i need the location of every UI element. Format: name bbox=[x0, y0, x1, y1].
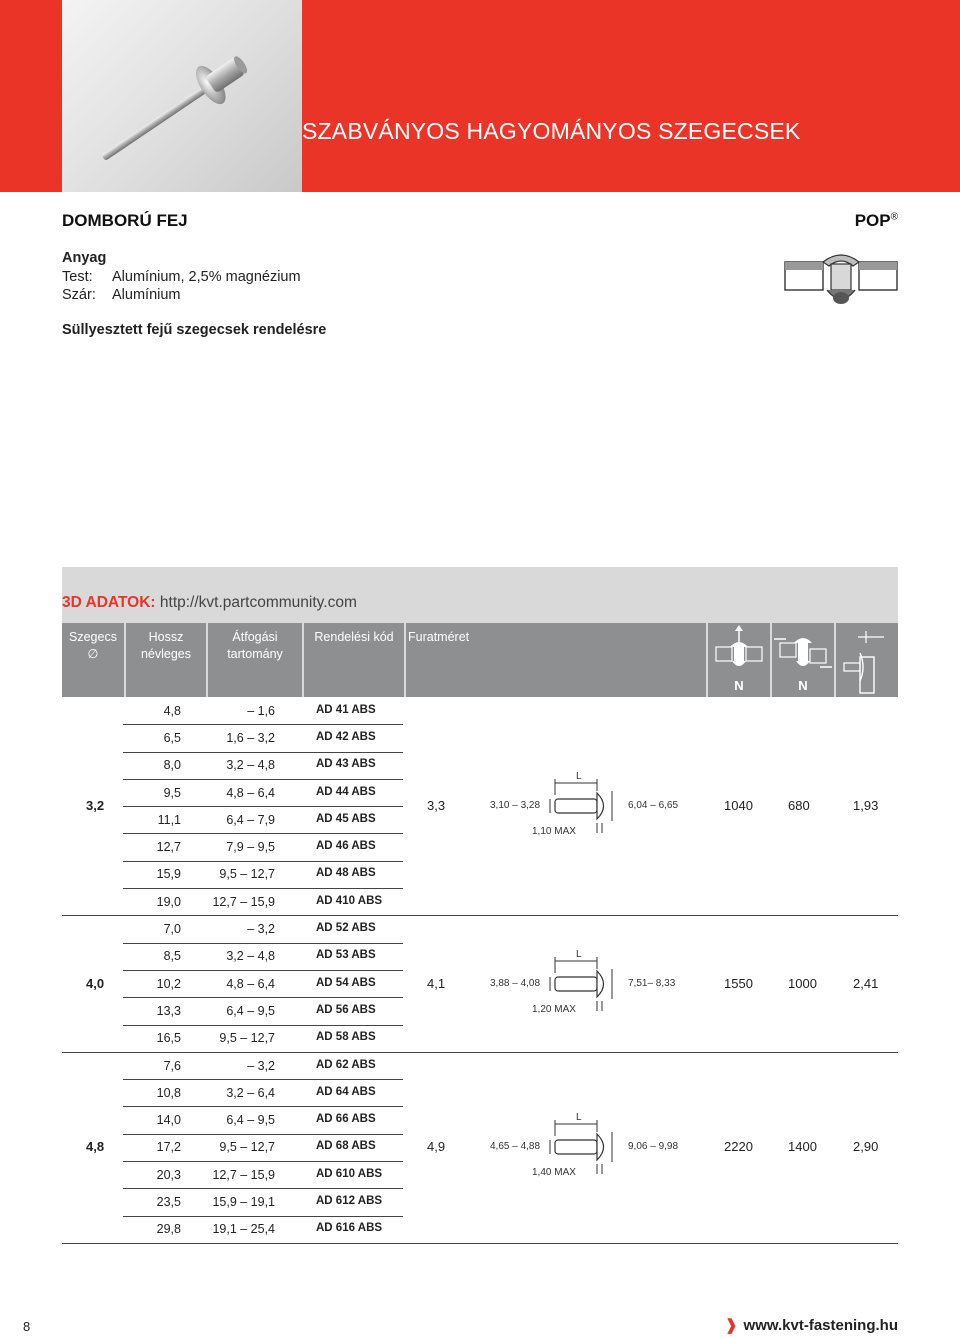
order-code-cell: AD 68 ABS bbox=[316, 1140, 376, 1153]
table-row bbox=[123, 1025, 403, 1053]
dim-head-label: 9,06 – 9,98 bbox=[628, 1141, 679, 1153]
table-row bbox=[123, 888, 403, 916]
order-code-cell: AD 48 ABS bbox=[316, 867, 376, 880]
shear-icon-cell bbox=[772, 623, 834, 697]
table-row bbox=[123, 697, 403, 725]
tensile-n: N bbox=[734, 678, 744, 693]
length-cell: 20,3 bbox=[156, 1167, 181, 1182]
dim-head-label: 7,51– 8,33 bbox=[628, 977, 676, 989]
table-row bbox=[123, 1107, 403, 1135]
grip-cell: 3,2 – 4,8 bbox=[226, 949, 275, 964]
grip-cell: 7,9 – 9,5 bbox=[226, 840, 275, 855]
table-row bbox=[123, 1134, 403, 1162]
header-diameter: Szegecs ∅ bbox=[62, 623, 124, 697]
length-cell: 8,0 bbox=[163, 758, 181, 773]
dim-head-height-label: 1,40 MAX bbox=[532, 1167, 576, 1179]
length-cell: 23,5 bbox=[156, 1195, 181, 1210]
table-row bbox=[123, 1052, 403, 1080]
length-cell: 8,5 bbox=[163, 949, 181, 964]
table-row bbox=[123, 915, 403, 943]
page-title: SZABVÁNYOS HAGYOMÁNYOS SZEGECSEK bbox=[302, 118, 801, 144]
order-code-cell: AD 42 ABS bbox=[316, 730, 376, 743]
tensile-cell: 1040 bbox=[724, 798, 753, 814]
length-cell: 17,2 bbox=[156, 1140, 181, 1155]
order-code-cell: AD 410 ABS bbox=[316, 894, 383, 907]
grip-cell: 9,5 – 12,7 bbox=[219, 1140, 275, 1155]
order-code-cell: AD 62 ABS bbox=[316, 1058, 376, 1071]
data-3d-link[interactable]: 3D ADATOK: http://kvt.partcommunity.com bbox=[62, 594, 357, 611]
length-cell: 10,2 bbox=[156, 976, 181, 991]
grip-cell: 4,8 – 6,4 bbox=[226, 785, 275, 800]
grip-cell: 1,6 – 3,2 bbox=[226, 730, 275, 745]
length-cell: 11,1 bbox=[157, 812, 181, 827]
length-cell: 12,7 bbox=[156, 840, 181, 855]
shear-cell: 1000 bbox=[788, 975, 817, 991]
grip-cell: 9,5 – 12,7 bbox=[219, 1031, 275, 1046]
table-row bbox=[123, 997, 403, 1025]
order-code-cell: AD 52 ABS bbox=[316, 922, 376, 935]
weight-icon-cell bbox=[836, 623, 898, 697]
table-row bbox=[123, 1216, 403, 1244]
length-cell: 9,5 bbox=[163, 785, 181, 800]
order-code-cell: AD 56 ABS bbox=[316, 1003, 376, 1016]
grip-cell: 6,4 – 9,5 bbox=[226, 1113, 275, 1128]
order-code-cell: AD 44 ABS bbox=[316, 785, 376, 798]
grip-cell: 6,4 – 9,5 bbox=[226, 1003, 275, 1018]
dim-length-label: L bbox=[576, 771, 582, 783]
page-number: 8 bbox=[23, 1319, 31, 1334]
header-length: Hossz névleges bbox=[126, 623, 206, 697]
length-cell: 16,5 bbox=[156, 1031, 181, 1046]
header-order-code: Rendelési kód bbox=[304, 623, 404, 697]
length-cell: 15,9 bbox=[156, 867, 181, 882]
section-title: DOMBORÚ FEJ bbox=[62, 211, 188, 230]
tensile-strength-icon bbox=[708, 623, 770, 677]
weight-cell: 2,41 bbox=[853, 975, 879, 991]
grip-cell: 12,7 – 15,9 bbox=[212, 894, 275, 909]
dim-length-label: L bbox=[576, 1112, 582, 1124]
rivet-photo bbox=[62, 0, 302, 192]
dim-head-height-label: 1,10 MAX bbox=[532, 826, 576, 838]
tensile-cell: 2220 bbox=[724, 1139, 753, 1155]
grip-cell: 19,1 – 25,4 bbox=[212, 1222, 275, 1237]
length-cell: 13,3 bbox=[156, 1003, 181, 1018]
tensile-cell: 1550 bbox=[724, 975, 753, 991]
length-cell: 4,8 bbox=[163, 703, 181, 718]
order-code-cell: AD 41 ABS bbox=[316, 703, 376, 716]
diameter-cell: 4,8 bbox=[86, 1139, 105, 1155]
rivet-cross-section-icon bbox=[783, 246, 899, 325]
material-body: Test: Alumínium, 2,5% magnézium bbox=[62, 269, 301, 285]
table-row bbox=[123, 1188, 403, 1216]
dim-head-height-label: 1,20 MAX bbox=[532, 1003, 576, 1015]
order-code-cell: AD 45 ABS bbox=[316, 812, 376, 825]
length-cell: 7,6 bbox=[163, 1058, 181, 1073]
order-code-cell: AD 612 ABS bbox=[316, 1195, 383, 1208]
grip-cell: 3,2 – 4,8 bbox=[226, 758, 275, 773]
length-cell: 29,8 bbox=[156, 1222, 181, 1237]
table-row bbox=[123, 970, 403, 998]
weight-cell: 1,93 bbox=[853, 798, 879, 814]
length-cell: 14,0 bbox=[156, 1113, 181, 1128]
order-code-cell: AD 616 ABS bbox=[316, 1222, 383, 1235]
table-row bbox=[123, 752, 403, 780]
header-hole-size: Furatméret bbox=[406, 623, 706, 697]
hole-size-cell: 4,9 bbox=[427, 1139, 446, 1155]
table-row bbox=[123, 779, 403, 807]
table-row bbox=[123, 861, 403, 889]
table-row bbox=[123, 1079, 403, 1107]
length-cell: 6,5 bbox=[163, 730, 181, 745]
shear-cell: 1400 bbox=[788, 1139, 817, 1155]
grip-cell: – 1,6 bbox=[247, 703, 275, 718]
grip-cell: 15,9 – 19,1 bbox=[212, 1195, 275, 1210]
dim-shank-label: 3,88 – 4,08 bbox=[490, 977, 541, 989]
dim-shank-label: 3,10 – 3,28 bbox=[490, 800, 541, 812]
order-code-cell: AD 66 ABS bbox=[316, 1113, 376, 1126]
length-cell: 10,8 bbox=[156, 1085, 181, 1100]
grip-cell: 3,2 – 6,4 bbox=[226, 1085, 275, 1100]
header-grip: Átfogási tartomány bbox=[208, 623, 302, 697]
table-row bbox=[123, 943, 403, 971]
dim-length-label: L bbox=[576, 948, 582, 960]
grip-cell: 9,5 – 12,7 bbox=[219, 867, 275, 882]
brand-label: POP® bbox=[854, 211, 898, 230]
table-row bbox=[123, 1161, 403, 1189]
order-code-cell: AD 53 ABS bbox=[316, 949, 376, 962]
rivet-side-icon bbox=[836, 623, 898, 697]
grip-cell: 12,7 – 15,9 bbox=[212, 1167, 275, 1182]
order-code-cell: AD 54 ABS bbox=[316, 976, 376, 989]
dim-shank-label: 4,65 – 4,88 bbox=[490, 1141, 541, 1153]
hole-size-cell: 4,1 bbox=[427, 975, 446, 991]
website-link[interactable]: ❱ www.kvt-fastening.hu bbox=[724, 1317, 898, 1334]
shear-n: N bbox=[798, 678, 808, 693]
group-separator bbox=[62, 1243, 898, 1244]
order-code-cell: AD 43 ABS bbox=[316, 758, 376, 771]
material-label: Anyag bbox=[62, 250, 107, 266]
order-code-cell: AD 58 ABS bbox=[316, 1031, 376, 1044]
grip-cell: 4,8 – 6,4 bbox=[226, 976, 275, 991]
table-row bbox=[123, 724, 403, 752]
registered-mark: ® bbox=[890, 211, 898, 223]
order-code-cell: AD 46 ABS bbox=[316, 840, 376, 853]
grip-cell: – 3,2 bbox=[247, 922, 275, 937]
material-mandrel: Szár: Alumínium bbox=[62, 287, 181, 303]
table-row bbox=[123, 834, 403, 862]
chevron-right-icon: ❱ bbox=[724, 1317, 738, 1334]
length-cell: 19,0 bbox=[156, 894, 181, 909]
tensile-icon-cell bbox=[708, 623, 770, 697]
shear-strength-icon bbox=[772, 623, 834, 677]
grip-cell: 6,4 – 7,9 bbox=[226, 812, 275, 827]
grip-cell: – 3,2 bbox=[247, 1058, 275, 1073]
table-row bbox=[123, 806, 403, 834]
shear-cell: 680 bbox=[788, 798, 810, 814]
dim-head-label: 6,04 – 6,65 bbox=[628, 800, 679, 812]
order-code-cell: AD 64 ABS bbox=[316, 1085, 376, 1098]
diameter-cell: 4,0 bbox=[86, 975, 105, 991]
order-note: Süllyesztett fejű szegecsek rendelésre bbox=[62, 322, 327, 338]
length-cell: 7,0 bbox=[163, 922, 181, 937]
weight-cell: 2,90 bbox=[853, 1139, 879, 1155]
order-code-cell: AD 610 ABS bbox=[316, 1167, 383, 1180]
hole-size-cell: 3,3 bbox=[427, 798, 446, 814]
diameter-cell: 3,2 bbox=[86, 798, 105, 814]
